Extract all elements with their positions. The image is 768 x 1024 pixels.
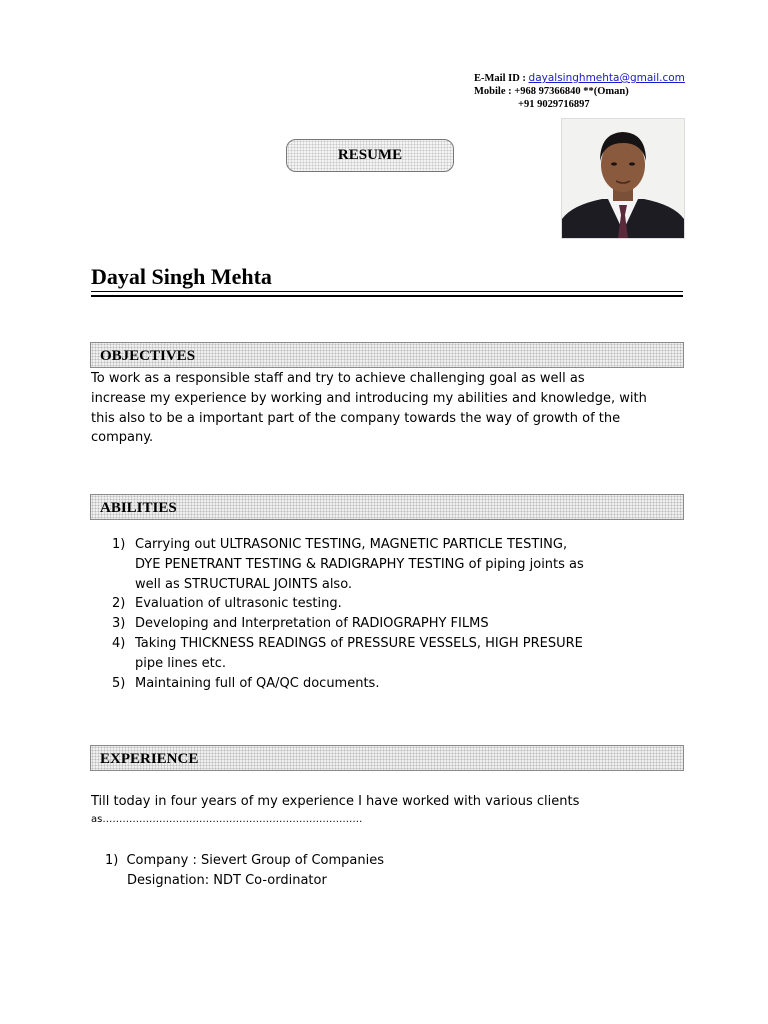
mobile-row: Mobile : +968 97366840 **(Oman): [474, 86, 629, 97]
objectives-line: this also to be a important part of the company towards the way of growth of the: [91, 410, 621, 426]
list-item: [112, 535, 687, 594]
email-row: [474, 72, 685, 85]
list-item-line: DYE PENETRANT TESTING & RADIGRAPHY TESTING of piping joints as: [135, 556, 584, 572]
contact-block: [474, 72, 685, 111]
list-number: 4): [112, 635, 126, 651]
email-link[interactable]: dayalsinghmehta@gmail.com: [528, 72, 685, 84]
list-item: [112, 614, 687, 634]
list-item-line: Evaluation of ultrasonic testing.: [135, 596, 342, 612]
resume-title: RESUME: [337, 147, 403, 163]
list-item-line: well as STRUCTURAL JOINTS also.: [135, 576, 353, 592]
experience-heading: EXPERIENCE: [90, 745, 684, 771]
list-number: 3): [112, 616, 126, 632]
abilities-heading: ABILITIES: [90, 494, 684, 520]
list-item-line: Taking THICKNESS READINGS of PRESSURE VESSELS, HIGH PRESURE: [135, 635, 583, 651]
list-item-line: pipe lines etc.: [135, 655, 226, 671]
experience-intro: [91, 792, 691, 828]
experience-list: [105, 851, 384, 891]
list-item: [112, 594, 687, 614]
designation: Designation: NDT Co-ordinator: [127, 872, 327, 888]
list-item-line: Carrying out ULTRASONIC TESTING, MAGNETIC PARTICLE TESTING,: [135, 537, 568, 552]
name-divider: [91, 291, 683, 297]
profile-photo: [561, 118, 685, 239]
objectives-heading: OBJECTIVES: [90, 342, 684, 368]
company-name: Company : Sievert Group of Companies: [126, 853, 385, 868]
list-number: 1): [112, 537, 126, 552]
list-item: [105, 851, 384, 871]
objectives-line: increase my experience by working and introducing my abilities and knowledge, with: [91, 390, 647, 406]
person-portrait-icon: [562, 119, 684, 238]
list-number: 2): [112, 596, 126, 612]
email-label: E-Mail ID :: [474, 73, 529, 84]
list-item-line: Maintaining full of QA/QC documents.: [135, 675, 380, 691]
resume-title-box: [286, 139, 454, 172]
list-item: [112, 674, 687, 694]
objectives-line: company.: [91, 430, 154, 446]
list-number: 1): [105, 853, 119, 868]
experience-intro-line: Till today in four years of my experience I have worked with various clients: [91, 794, 580, 809]
objectives-text: [91, 369, 691, 448]
list-number: 5): [112, 675, 126, 691]
mobile-row-2: +91 9029716897: [518, 99, 590, 110]
list-item-line: Developing and Interpretation of RADIOGRAPHY FILMS: [135, 616, 489, 632]
experience-intro-line: as……………………………………………………………………: [91, 813, 363, 825]
list-item: [112, 634, 687, 674]
abilities-list: [112, 535, 687, 693]
objectives-line: To work as a responsible staff and try to achieve challenging goal as well as: [91, 371, 585, 386]
candidate-name: Dayal Singh Mehta: [91, 264, 272, 289]
